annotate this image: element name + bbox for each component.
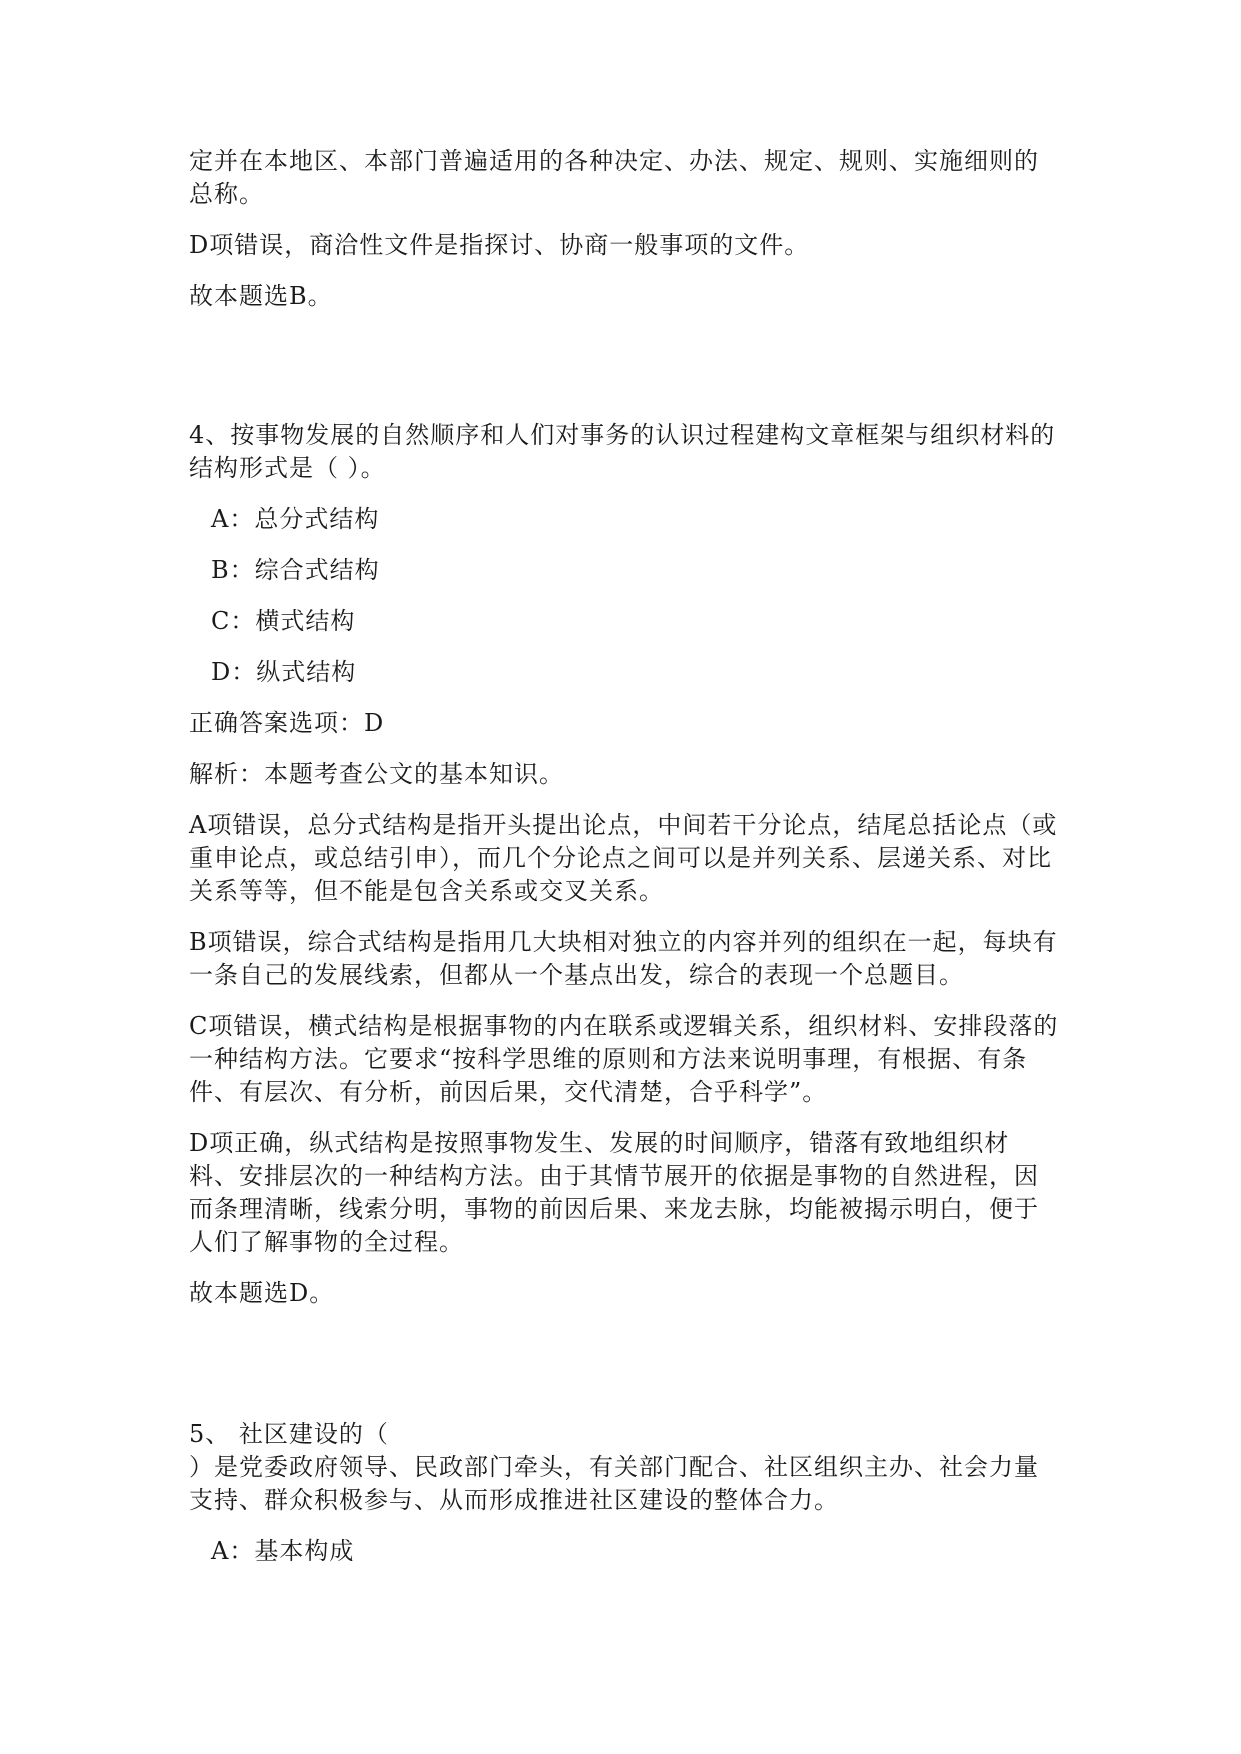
question-5-stem-line1: 5、 社区建设的（ [189, 1420, 389, 1448]
question-4-analysis-b: B项错误，综合式结构是指用几大块相对独立的内容并列的组织在一起，每块有一条自己的发展线索，但都从一个基点出发，综合的表现一个总题目。 [189, 928, 1058, 989]
question-5-option-a: A：基本构成 [211, 1537, 355, 1565]
previous-analysis-option-d: D项错误，商洽性文件是指探讨、协商一般事项的文件。 [189, 231, 810, 259]
question-4-option-b: B：综合式结构 [211, 556, 380, 584]
question-4-stem: 4、按事物发展的自然顺序和人们对事务的认识过程建构文章框架与组织材料的结构形式是（ ）。 [189, 421, 1056, 482]
question-4-analysis-d: D项正确，纵式结构是按照事物发生、发展的时间顺序，错落有致地组织材料、安排层次的一种结构方法。由于其情节展开的依据是事物的自然进程，因而条理清晰，线索分明，事物的前因后果、来龙去脉，均能被揭示明白，便于人们了解事物的全过程。 [189, 1129, 1039, 1256]
document-page [189, 145, 1059, 1586]
question-4-analysis-a: A项错误，总分式结构是指开头提出论点，中间若干分论点，结尾总括论点（或重申论点，或总结引申），而几个分论点之间可以是并列关系、层递关系、对比关系等等，但不能是包含关系或交叉关系。 [189, 811, 1058, 905]
question-4-option-d: D：纵式结构 [211, 658, 357, 686]
question-4-option-c: C：横式结构 [211, 607, 356, 635]
section-gap [189, 1328, 1059, 1418]
question-4-answer: 正确答案选项：D [189, 709, 385, 737]
question-5-stem [189, 1418, 1059, 1517]
previous-conclusion: 故本题选B。 [189, 282, 333, 310]
section-gap [189, 331, 1059, 419]
question-4-option-a: A：总分式结构 [211, 505, 380, 533]
question-5-stem-rest: ）是党委政府领导、民政部门牵头，有关部门配合、社区组织主办、社会力量支持、群众积极参与、从而形成推进社区建设的整体合力。 [189, 1453, 1039, 1514]
question-4-analysis-c: C项错误，横式结构是根据事物的内在联系或逻辑关系，组织材料、安排段落的一种结构方法。它要求“按科学思维的原则和方法来说明事理，有根据、有条件、有层次、有分析，前因后果，交代清楚，合乎科学”。 [189, 1012, 1059, 1106]
question-4-conclusion: 故本题选D。 [189, 1279, 335, 1307]
previous-analysis-continuation: 定并在本地区、本部门普遍适用的各种决定、办法、规定、规则、实施细则的总称。 [189, 147, 1039, 208]
question-4-analysis-intro: 解析：本题考查公文的基本知识。 [189, 760, 564, 788]
